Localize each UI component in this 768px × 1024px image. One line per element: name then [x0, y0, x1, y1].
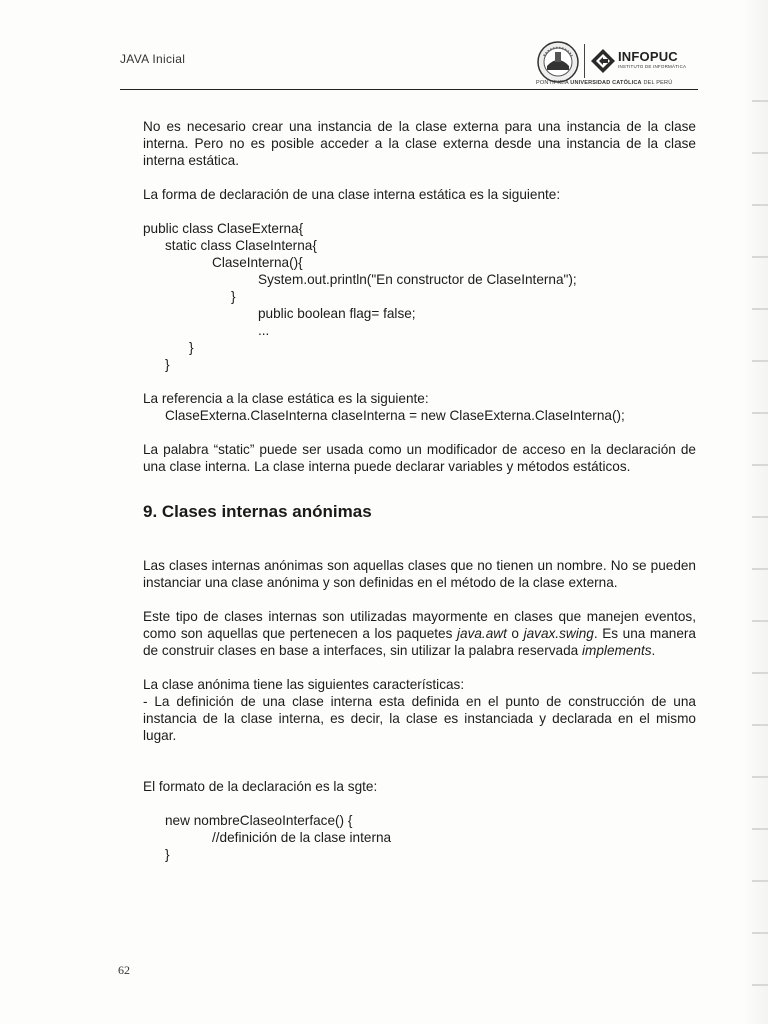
paragraph-declaration: La forma de declaración de una clase interna estática es la siguiente: [143, 187, 561, 202]
margin-mark [752, 932, 768, 934]
infopuc-diamond-icon [590, 48, 616, 74]
code-line: } [165, 847, 170, 862]
paragraph-format: El formato de la declaración es la sgte: [143, 779, 378, 794]
margin-mark [752, 620, 768, 622]
logo-brand: INFOPUC [618, 49, 678, 64]
margin-mark [752, 152, 768, 154]
code-line-reference: ClaseExterna.ClaseInterna claseInterna = new ClaseExterna.ClaseInterna(); [165, 408, 625, 423]
margin-mark [752, 776, 768, 778]
code-line: //definición de la clase interna [212, 830, 392, 845]
header-title: JAVA Inicial [120, 52, 186, 66]
logo-divider [584, 44, 585, 78]
margin-mark [752, 568, 768, 570]
logo-univ-main: UNIVERSIDAD CATÓLICA [570, 80, 642, 86]
margin-mark [752, 256, 768, 258]
logo-university [536, 80, 672, 86]
code-line: static class ClaseInterna{ [165, 238, 317, 253]
paragraph-characteristics: La clase anónima tiene las siguientes características: [143, 677, 465, 692]
logo-brand-subtitle: INSTITUTO DE INFORMÁTICA [618, 64, 687, 69]
margin-mark [752, 516, 768, 518]
code-line: public class ClaseExterna{ [143, 221, 304, 236]
code-line: } [231, 289, 236, 304]
infopuc-logo [536, 40, 706, 88]
paragraph-intro: No es necesario crear una instancia de la clase externa para una instancia de la clase interna. Pero no es posible acceder a la clase externa desde una instancia de la clase interna estática. [143, 119, 696, 168]
package-name: java.awt [456, 626, 507, 641]
margin-mark [752, 204, 768, 206]
paragraph-reference: La referencia a la clase estática es la siguiente: [143, 391, 429, 406]
code-line: } [189, 340, 194, 355]
code-line: ... [258, 323, 270, 338]
margin-mark [752, 984, 768, 986]
code-block-static-class [143, 220, 696, 373]
code-line: System.out.println("En constructor de ClaseInterna"); [258, 272, 577, 287]
code-line: public boolean flag= false; [258, 306, 416, 321]
keyword: implements [582, 643, 652, 658]
paragraph-anonymous-definition: Las clases internas anónimas son aquellas clases que no tienen un nombre. No se pueden instanciar una clase anónima y son definidas en el método de la clase externa. [143, 558, 696, 590]
margin-mark [752, 724, 768, 726]
package-name: javax.swing [523, 626, 594, 641]
margin-mark [752, 828, 768, 830]
text-span: . [651, 643, 656, 658]
paragraph-static-keyword: La palabra “static” puede ser usada como un modificador de acceso en la declaración de una clase interna. La clase interna puede declarar variables y métodos estáticos. [143, 442, 696, 474]
characteristic-item: - La definición de una clase interna esta definida en el punto de construcción de una instancia de la clase interna, es decir, la clase es instanciada y declarada en el mismo lugar. [143, 694, 696, 743]
text-span: . Es una manera de construir clases en base a interfaces, sin utilizar la palabra reservada [143, 626, 696, 658]
page-content [143, 118, 696, 863]
code-block-anonymous [143, 812, 696, 863]
margin-mark [752, 412, 768, 414]
margin-mark [752, 360, 768, 362]
header-rule [120, 89, 698, 90]
margin-mark [752, 464, 768, 466]
logo-univ-prefix: PONTIFICIA [536, 80, 569, 86]
code-line: new nombreClaseoInterface() { [165, 813, 353, 828]
text-span: o [506, 626, 524, 641]
logo-univ-suffix: DEL PERÚ [643, 80, 673, 86]
margin-mark [752, 100, 768, 102]
margin-mark [752, 308, 768, 310]
code-line: } [165, 357, 170, 372]
text-span: Este tipo de clases internas son utilizadas mayormente en clases que manejen eventos, como son aquellas que pertenecen a los paquetes [143, 609, 696, 641]
university-seal-icon [536, 40, 580, 84]
paragraph-events [143, 608, 696, 659]
code-line: ClaseInterna(){ [212, 255, 303, 270]
margin-mark [752, 880, 768, 882]
section-heading: 9. Clases internas anónimas [143, 502, 372, 521]
margin-mark [752, 672, 768, 674]
page-number: 62 [118, 963, 130, 977]
